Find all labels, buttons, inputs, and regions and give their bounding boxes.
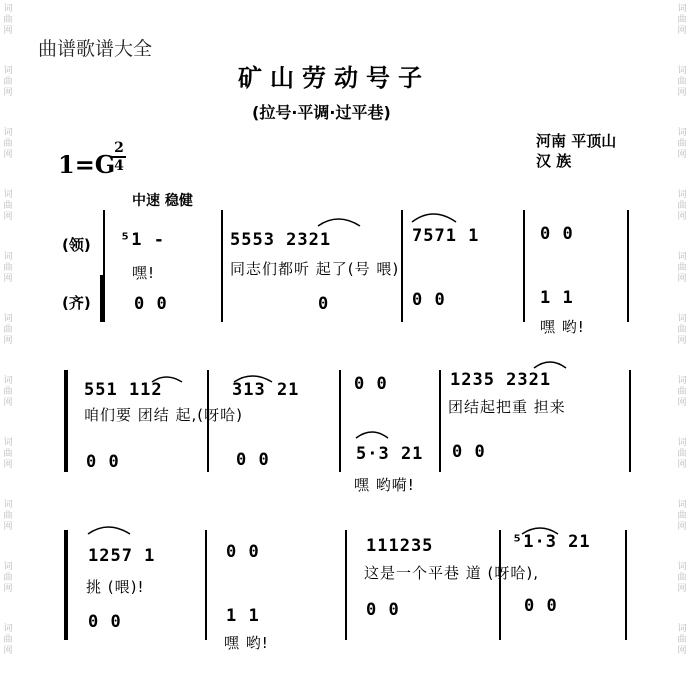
tempo-marking: 中速 稳健 xyxy=(132,193,193,209)
s2-chorus-measure-1: 0 0 xyxy=(86,452,120,472)
watermark-glyph: 网 xyxy=(3,460,13,470)
watermark-glyph: 词 xyxy=(677,376,687,386)
watermark-glyph: 网 xyxy=(677,26,687,36)
watermark-glyph: 词 xyxy=(3,190,13,200)
watermark-glyph: 网 xyxy=(677,522,687,532)
watermark-glyph: 词 xyxy=(677,252,687,262)
s1-lead-measure-4: 0 0 xyxy=(540,224,574,244)
s1-lead-lyrics-1: 嘿! xyxy=(132,264,156,282)
s3-lead-measure-3: 111235 xyxy=(366,536,434,556)
s1-chorus-lyrics: 嘿 哟! xyxy=(540,318,585,336)
watermark-glyph: 词 xyxy=(3,128,13,138)
watermark-glyph: 曲 xyxy=(677,573,687,583)
s3-chorus-lyrics: 嘿 哟! xyxy=(224,634,269,652)
watermark-glyph: 词 xyxy=(3,500,13,510)
s2-lead-lyrics-2: 团结起把重 担来 xyxy=(448,398,566,416)
s3-lead-lyrics-2: 这是一个平巷 道 (呀哈), xyxy=(364,564,540,582)
watermark-glyph: 曲 xyxy=(677,387,687,397)
s2-lead-measure-2: 313 21 xyxy=(232,380,300,400)
watermark-glyph: 曲 xyxy=(3,449,13,459)
watermark-glyph: 网 xyxy=(677,336,687,346)
s2-chorus-measure-4: 0 0 xyxy=(452,442,486,462)
watermark-glyph: 曲 xyxy=(3,139,13,149)
watermark-glyph: 网 xyxy=(3,646,13,656)
s3-lead-measure-2: 0 0 xyxy=(226,542,260,562)
watermark-glyph: 曲 xyxy=(3,387,13,397)
watermark-glyph: 网 xyxy=(3,336,13,346)
s3-lead-measure-1: 1257 1 xyxy=(88,546,156,566)
chorus-part-label: (齐) xyxy=(62,294,91,312)
watermark-glyph: 网 xyxy=(677,212,687,222)
s1-chorus-measure-1: 0 0 xyxy=(134,294,168,314)
s1-chorus-measure-2: 0 xyxy=(318,294,330,314)
watermark-glyph: 网 xyxy=(3,522,13,532)
watermark-glyph: 词 xyxy=(677,4,687,14)
watermark-glyph: 曲 xyxy=(677,635,687,645)
s2-lead-lyrics-1: 咱们要 团结 起,(呀哈) xyxy=(84,406,244,424)
watermark-glyph: 曲 xyxy=(677,15,687,25)
watermark-glyph: 网 xyxy=(3,88,13,98)
watermark-glyph: 词 xyxy=(3,376,13,386)
watermark-glyph: 词 xyxy=(3,252,13,262)
watermark-glyph: 词 xyxy=(3,438,13,448)
s2-lead-measure-4: 1235 2321 xyxy=(450,370,552,390)
s3-chorus-measure-2: 1 1 xyxy=(226,606,260,626)
watermark-glyph: 曲 xyxy=(677,201,687,211)
watermark-glyph: 词 xyxy=(677,500,687,510)
s2-chorus-measure-3: 5·3 21 xyxy=(356,444,424,464)
s2-chorus-measure-2: 0 0 xyxy=(236,450,270,470)
origin-ethnicity: 汉 族 xyxy=(536,152,572,170)
watermark-glyph: 网 xyxy=(3,584,13,594)
watermark-glyph: 曲 xyxy=(3,325,13,335)
watermark-glyph: 网 xyxy=(677,274,687,284)
watermark-glyph: 词 xyxy=(3,66,13,76)
watermark-glyph: 网 xyxy=(3,398,13,408)
s3-lead-lyrics-1: 挑 (喂)! xyxy=(86,578,145,596)
watermark-glyph: 网 xyxy=(677,150,687,160)
watermark-glyph: 曲 xyxy=(677,511,687,521)
watermark-glyph: 词 xyxy=(677,438,687,448)
site-label: 曲谱歌谱大全 xyxy=(38,38,153,60)
watermark-glyph: 曲 xyxy=(3,511,13,521)
s1-chorus-measure-3: 0 0 xyxy=(412,290,446,310)
watermark-glyph: 词 xyxy=(677,190,687,200)
watermark-glyph: 网 xyxy=(677,646,687,656)
time-top: 2 xyxy=(112,140,126,158)
s1-lead-measure-1: ⁵1 - xyxy=(120,230,165,250)
s2-lead-measure-1: 551 112 xyxy=(84,380,163,400)
watermark-glyph: 曲 xyxy=(3,77,13,87)
watermark-glyph: 网 xyxy=(3,212,13,222)
watermark-glyph: 曲 xyxy=(677,263,687,273)
s2-lead-measure-3: 0 0 xyxy=(354,374,388,394)
watermark-glyph: 词 xyxy=(3,314,13,324)
watermark-glyph: 曲 xyxy=(3,573,13,583)
watermark-glyph: 词 xyxy=(3,624,13,634)
s3-chorus-measure-4: 0 0 xyxy=(524,596,558,616)
s2-chorus-lyrics: 嘿 哟嗬! xyxy=(354,476,415,494)
s3-chorus-measure-3: 0 0 xyxy=(366,600,400,620)
s1-lead-lyrics-2: 同志们都听 起了(号 喂)! xyxy=(230,260,407,278)
watermark-glyph: 词 xyxy=(677,624,687,634)
watermark-glyph: 词 xyxy=(3,562,13,572)
lead-part-label: (领) xyxy=(62,236,91,254)
time-bottom: 4 xyxy=(114,158,124,174)
watermark-glyph: 网 xyxy=(677,398,687,408)
watermark-glyph: 网 xyxy=(677,584,687,594)
origin-region: 河南 平顶山 xyxy=(536,132,617,150)
watermark-glyph: 曲 xyxy=(3,15,13,25)
s3-chorus-measure-1: 0 0 xyxy=(88,612,122,632)
song-title: 矿山劳动号子 xyxy=(238,64,430,92)
watermark-glyph: 曲 xyxy=(677,449,687,459)
watermark-glyph: 词 xyxy=(677,562,687,572)
song-subtitle: (拉号·平调·过平巷) xyxy=(252,103,391,122)
watermark-glyph: 网 xyxy=(677,88,687,98)
s1-lead-measure-3: 7571 1 xyxy=(412,226,480,246)
watermark-glyph: 词 xyxy=(677,128,687,138)
watermark-glyph: 曲 xyxy=(3,635,13,645)
watermark-glyph: 曲 xyxy=(677,325,687,335)
s3-lead-measure-4: ⁵1·3 21 xyxy=(512,532,591,552)
watermark-glyph: 网 xyxy=(3,26,13,36)
key-signature: 1=G xyxy=(58,150,116,179)
watermark-glyph: 曲 xyxy=(3,201,13,211)
watermark-glyph: 网 xyxy=(3,150,13,160)
s1-lead-measure-2: 5553 2321 xyxy=(230,230,332,250)
watermark-glyph: 曲 xyxy=(3,263,13,273)
s1-chorus-measure-4: 1 1 xyxy=(540,288,574,308)
watermark-glyph: 网 xyxy=(3,274,13,284)
watermark-glyph: 词 xyxy=(677,66,687,76)
watermark-glyph: 词 xyxy=(677,314,687,324)
watermark-glyph: 网 xyxy=(677,460,687,470)
watermark-glyph: 曲 xyxy=(677,77,687,87)
watermark-glyph: 曲 xyxy=(677,139,687,149)
watermark-glyph: 词 xyxy=(3,4,13,14)
